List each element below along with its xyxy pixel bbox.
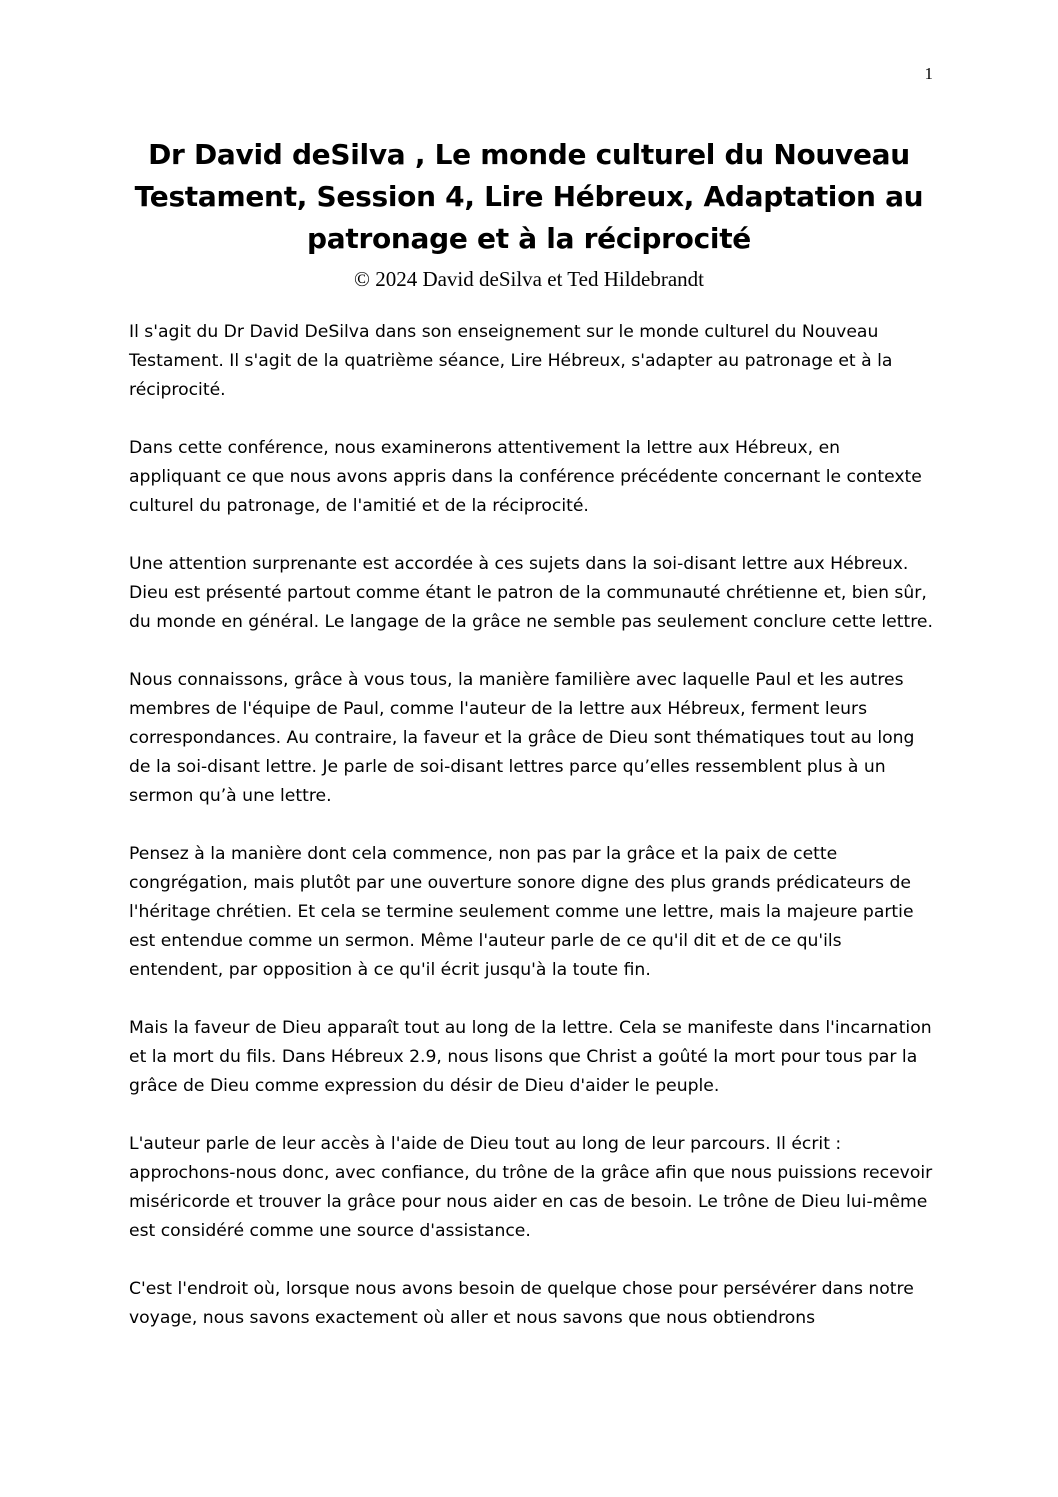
copyright-line: © 2024 David deSilva et Ted Hildebrandt bbox=[353, 267, 705, 291]
paragraph: Dans cette conférence, nous examinerons attentivement la lettre aux Hébreux, en appliquant ce que nous avons appris dans la conférence précédente concernant le contexte culturel du patronage, de l'amitié et de la réciprocité. bbox=[129, 438, 922, 516]
page-number: 1 bbox=[924, 64, 933, 83]
paragraph: C'est l'endroit où, lorsque nous avons besoin de quelque chose pour persévérer dans notre voyage, nous savons exactement où aller et nous savons que nous obtiendrons bbox=[129, 1279, 914, 1328]
paragraph: L'auteur parle de leur accès à l'aide de Dieu tout au long de leur parcours. Il écrit : approchons-nous donc, avec confiance, du trône de la grâce afin que nous puissions recevoir miséricorde et trouver la grâce pour nous aider en cas de besoin. Le trône de Dieu lui-même est considéré comme une source d'assistance. bbox=[129, 1134, 933, 1241]
paragraph: Il s'agit du Dr David DeSilva dans son enseignement sur le monde culturel du Nouveau Testament. Il s'agit de la quatrième séance, Lire Hébreux, s'adapter au patronage et à la réciprocité. bbox=[129, 322, 893, 400]
paragraph: Pensez à la manière dont cela commence, non pas par la grâce et la paix de cette congrégation, mais plutôt par une ouverture sonore digne des plus grands prédicateurs de l'héritage chrétien. Et cela se termine seulement comme une lettre, mais la majeure partie est entendue comme un sermon. Même l'auteur parle de ce qu'il dit et de ce qu'ils entendent, par opposition à ce qu'il écrit jusqu'à la toute fin. bbox=[129, 844, 914, 980]
document-title: Dr David deSilva , Le monde culturel du Nouveau Testament, Session 4, Lire Hébreux, Adaptation au patronage et à la réciprocité bbox=[134, 138, 924, 255]
paragraph: Une attention surprenante est accordée à ces sujets dans la soi-disant lettre aux Hébreux. Dieu est présenté partout comme étant le patron de la communauté chrétienne et, bien sûr, du monde en général. Le langage de la grâce ne semble pas seulement conclure cette lettre. bbox=[129, 554, 933, 632]
paragraph: Mais la faveur de Dieu apparaît tout au long de la lettre. Cela se manifeste dans l'incarnation et la mort du fils. Dans Hébreux 2.9, nous lisons que Christ a goûté la mort pour tous par la grâce de Dieu comme expression du désir de Dieu d'aider le peuple. bbox=[129, 1018, 932, 1096]
document-body bbox=[129, 318, 934, 1362]
paragraph: Nous connaissons, grâce à vous tous, la manière familière avec laquelle Paul et les autres membres de l'équipe de Paul, comme l'auteur de la lettre aux Hébreux, ferment leurs correspondances. Au contraire, la faveur et la grâce de Dieu sont thématiques tout au long de la soi-disant lettre. Je parle de soi-disant lettres parce qu’elles ressemblent plus à un sermon qu’à une lettre. bbox=[129, 670, 915, 806]
